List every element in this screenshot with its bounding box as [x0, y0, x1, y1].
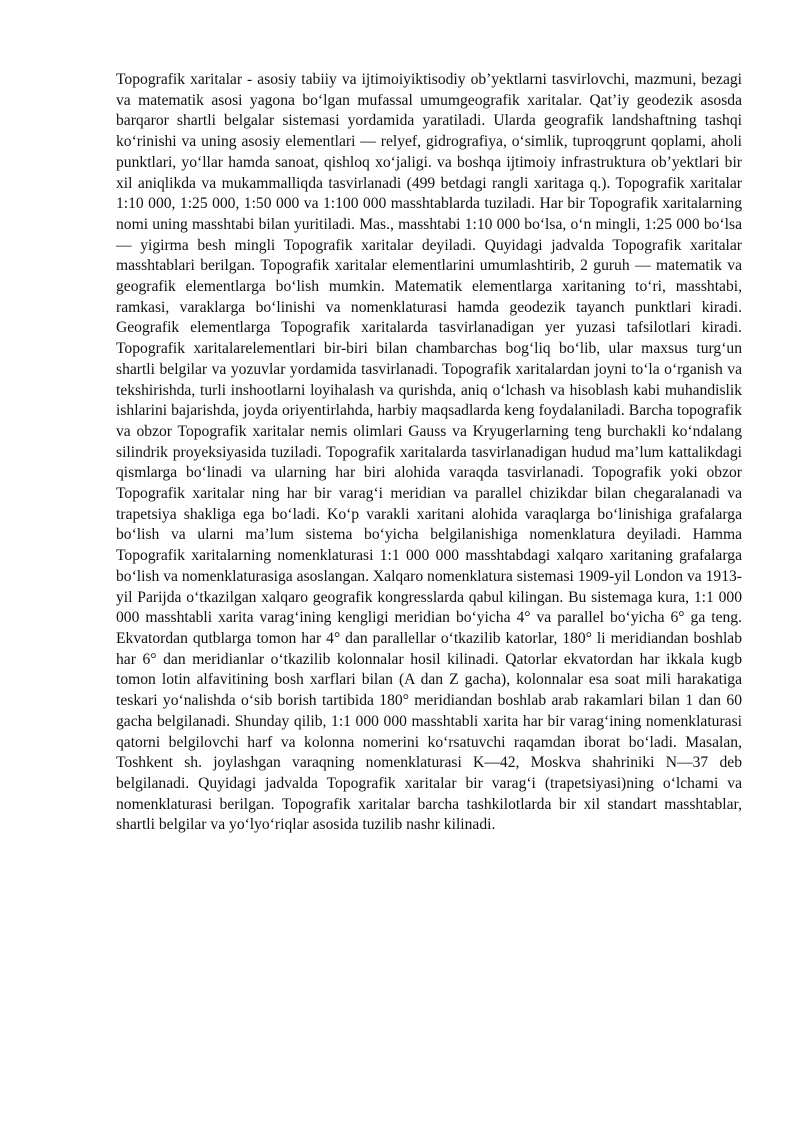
body-paragraph: Topografik xaritalar - asosiy tabiiy va ijtimoiyiktisodiy ob’yektlarni tasvirlovchi, mazmuni, bezagi va matematik asosi yagona boʻlgan mufassal umumgeografik xaritalar. Qat’iy geodezik asosda barqaror shartli belgalar sistemasi yordamida yaratiladi. Ularda geografik landshaftning tashqi koʻrinishi va uning asosiy elementlari — relyef, gidrografiya, oʻsimlik, tuproqgrunt qoplami, aholi punktlari, yoʻllar hamda sanoat, qishloq xoʻjaligi. va boshqa ijtimoiy infrastruktura ob’yektlari bir xil aniqlikda va mukammalliqda tasvirlanadi (499 betdagi rangli xaritaga q.). Topografik xaritalar 1:10 000, 1:25 000, 1:50 000 va 1:100 000 masshtablarda tuziladi. Har bir Topografik xaritalarning nomi uning masshtabi bilan yuritiladi. Mas., masshtabi 1:10 000 boʻlsa, oʻn mingli, 1:25 000 boʻlsa — yigirma besh mingli Topografik xaritalar deyiladi. Quyidagi jadvalda Topografik xaritalar masshtablari berilgan. Topografik xaritalar elementlarini umumlashtirib, 2 guruh — matematik va geografik elementlarga boʻlish mumkin. Matematik elementlarga xaritaning toʻri, masshtabi, ramkasi, varaklarga boʻlinishi va nomenklaturasi hamda geodezik tayanch punktlari kiradi. Geografik elementlarga Topografik xaritalarda tasvirlanadigan yer yuzasi tafsilotlari kiradi. Topografik xaritalarelementlari bir-biri bilan chambarchas bogʻliq boʻlib, ular maxsus turgʻun shartli belgilar va yozuvlar yordamida tasvirlanadi. Topografik xaritalardan joyni toʻla oʻrganish va tekshirishda, turli inshootlarni loyihalash va qurishda, aniq oʻlchash va hisoblash kabi muhandislik ishlarini bajarishda, joyda oriyentirlahda, harbiy maqsadlarda keng foydalaniladi. Barcha topografik va obzor Topografik xaritalar nemis olimlari Gauss va Kryugerlarning teng burchakli koʻndalang silindrik proyeksiyasida tuziladi. Topografik xaritalarda tasvirlanadigan hudud ma’lum kattalikdagi qismlarga boʻlinadi va ularning har biri alohida varaqda tasvirlanadi. Topografik yoki obzor Topografik xaritalar ning har bir varagʻi meridian va parallel chizikdar bilan chegaralanadi va trapetsiya shakliga ega boʻladi. Koʻp varakli xaritani alohida varaqlarga boʻlinishiga grafalarga boʻlish va ularni ma’lum sistema boʻyicha belgilanishiga nomenklatura deyiladi. Hamma Topografik xaritalarning nomenklaturasi 1:1 000 000 masshtabdagi xalqaro xaritaning grafalarga boʻlish va nomenklaturasiga asoslangan. Xalqaro nomenklatura sistemasi 1909-yil London va 1913-yil Parijda oʻtkazilgan xalqaro geografik kongresslarda qabul kilingan. Bu sistemaga kura, 1:1 000 000 masshtabli xarita varagʻining kengligi meridian boʻyicha 4° va parallel boʻyicha 6° ga teng. Ekvatordan qutblarga tomon har 4° dan parallellar oʻtkazilib katorlar, 180° li meridiandan boshlab har 6° dan meridianlar oʻtkazilib kolonnalar hosil kilinadi. Qatorlar ekvatordan har ikkala kugb tomon lotin alfavitining bosh xarflari bilan (A dan Z gacha), kolonnalar esa soat mili harakatiga teskari yoʻnalishda oʻsib borish tartibida 180° meridiandan boshlab arab rakamlari bilan 1 dan 60 gacha belgilanadi. Shunday qilib, 1:1 000 000 masshtabli xarita har bir varagʻining nomenklaturasi qatorni belgilovchi harf va kolonna nomerini koʻrsatuvchi raqamdan iborat boʻladi. Masalan, Toshkent sh. joylashgan varaqning nomenklaturasi K—42, Moskva shahriniki N—37 deb belgilanadi. Quyidagi jadvalda Topografik xaritalar bir varagʻi (trapetsiyasi)ning oʻlchami va nomenklaturasi berilgan. Topografik xaritalar barcha tashkilotlarda bir xil standart masshtablar, shartli belgilar va yoʻlyoʻriqlar asosida tuzilib nashr kilinadi.	[116, 71, 742, 834]
document-page	[116, 70, 742, 836]
